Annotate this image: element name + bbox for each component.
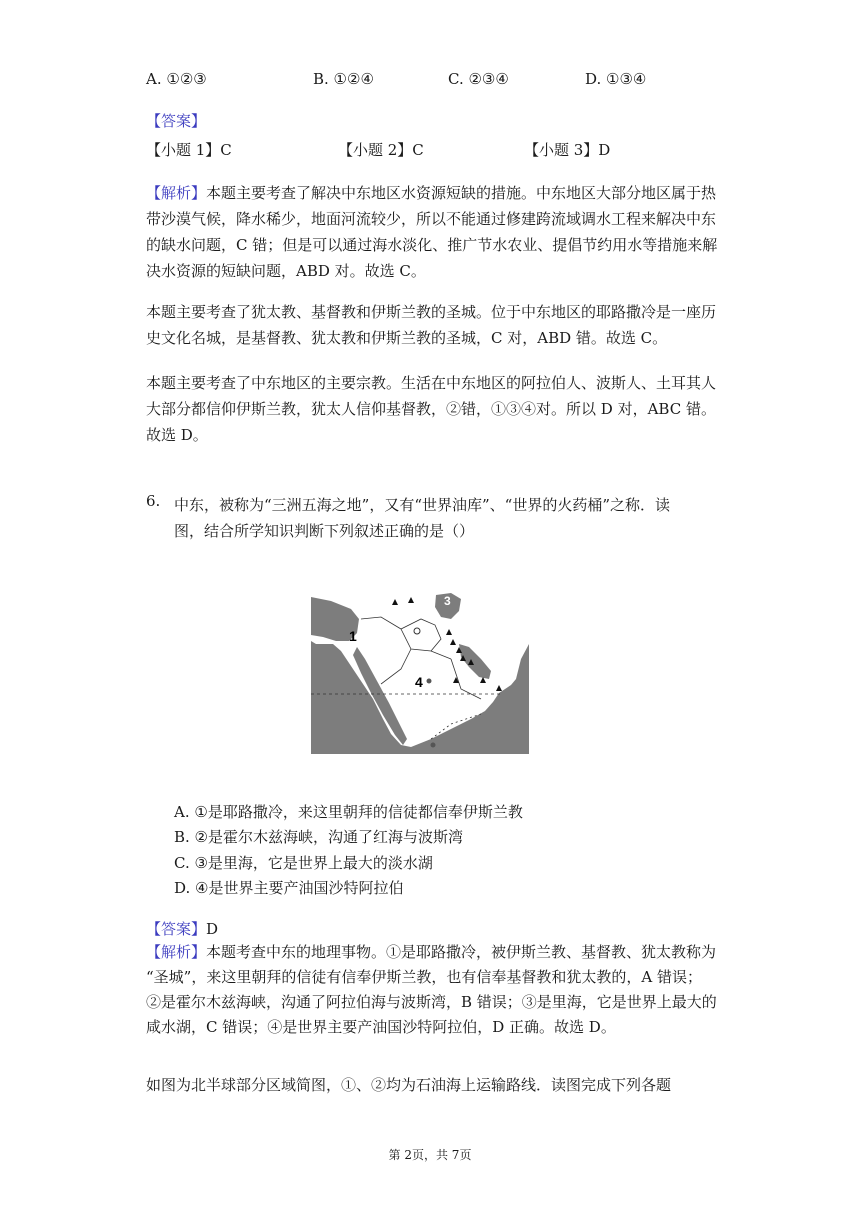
sub-answer-1: 【小题 1】C: [146, 141, 232, 159]
analysis-paragraph-2: [146, 299, 726, 351]
q6-option-a: A. ①是耶路撒冷，来这里朝拜的信徒都信奉伊斯兰教: [174, 803, 523, 821]
analysis-line: 的缺水问题，C 错；但是可以通过海水淡化、推广节水农业、提倡节约用水等措施来解: [146, 236, 718, 254]
analysis-paragraph-3: [146, 370, 726, 448]
analysis-line: 大部分都信仰伊斯兰教，犹太人信仰基督教，②错，①③④对。所以 D 对，ABC 错。: [146, 400, 716, 418]
q6-option-d: D. ④是世界主要产油国沙特阿拉伯: [174, 879, 404, 897]
analysis-line: 史文化名城，是基督教、犹太教和伊斯兰教的圣城，C 对，ABD 错。故选 C。: [146, 329, 668, 347]
q6-analysis-line: 本题考查中东的地理事物。①是耶路撒冷，被伊斯兰教、基督教、犹太教称为: [206, 943, 717, 961]
sub-answer-2: 【小题 2】C: [338, 141, 424, 159]
map-label-1: 1: [349, 628, 357, 644]
question-number: 6.: [146, 492, 161, 510]
analysis-line: 故选 D。: [146, 426, 208, 444]
q6-option-b: B. ②是霍尔木兹海峡，沟通了红海与波斯湾: [174, 828, 464, 846]
map-label-4: 4: [415, 674, 423, 690]
analysis-line: 本题主要考查了中东地区的主要宗教。生活在中东地区的阿拉伯人、波斯人、土耳其人: [146, 374, 717, 392]
option-d: D. ①③④: [585, 70, 647, 88]
analysis-line: 本题主要考查了解决中东地区水资源短缺的措施。中东地区大部分地区属于热: [206, 184, 717, 202]
analysis-line: 本题主要考查了犹太教、基督教和伊斯兰教的圣城。位于中东地区的耶路撒冷是一座历: [146, 303, 717, 321]
q6-answer: [146, 918, 218, 939]
stem-line: 中东，被称为“三洲五海之地”，又有“世界油库”、“世界的火药桶”之称．读: [174, 496, 671, 514]
q6-option-c: C. ③是里海，它是世界上最大的淡水湖: [174, 854, 433, 872]
q6-analysis-line: ②是霍尔木兹海峡，沟通了阿拉伯海与波斯湾，B 错误；③是里海，它是世界上最大的: [146, 993, 717, 1011]
middle-east-map: [311, 589, 529, 754]
sub-answer-3: 【小题 3】D: [524, 141, 611, 159]
option-a: A. ①②③: [146, 70, 207, 88]
stem-line: 图，结合所学知识判断下列叙述正确的是（）: [174, 522, 475, 540]
analysis-paragraph-1: [146, 180, 726, 284]
q6-answer-value: D: [206, 920, 219, 938]
question-stem: [174, 492, 726, 544]
q6-analysis-tag: 【解析】: [146, 943, 207, 961]
analysis-line: 决水资源的短缺问题，ABD 对。故选 C。: [146, 262, 426, 280]
option-b: B. ①②④: [313, 70, 374, 88]
q6-answer-tag: 【答案】: [146, 920, 207, 938]
page-footer: 第 2页，共 7页: [388, 1148, 472, 1162]
map-label-3: 3: [444, 594, 451, 608]
analysis-line: 带沙漠气候，降水稀少，地面河流较少，所以不能通过修建跨流域调水工程来解决中东: [146, 210, 717, 228]
answer-tag: 【答案】: [146, 112, 207, 130]
next-question-intro: 如图为北半球部分区域简图，①、②均为石油海上运输路线．读图完成下列各题: [146, 1076, 672, 1094]
q6-analysis-line: 咸水湖，C 错误；④是世界主要产油国沙特阿拉伯，D 正确。故选 D。: [146, 1018, 616, 1036]
option-c: C. ②③④: [448, 70, 509, 88]
analysis-tag: 【解析】: [146, 184, 207, 202]
q6-analysis: [146, 940, 726, 1040]
q6-analysis-line: “圣城”，来这里朝拜的信徒有信奉伊斯兰教，也有信奉基督教和犹太教的，A 错误；: [146, 968, 702, 986]
